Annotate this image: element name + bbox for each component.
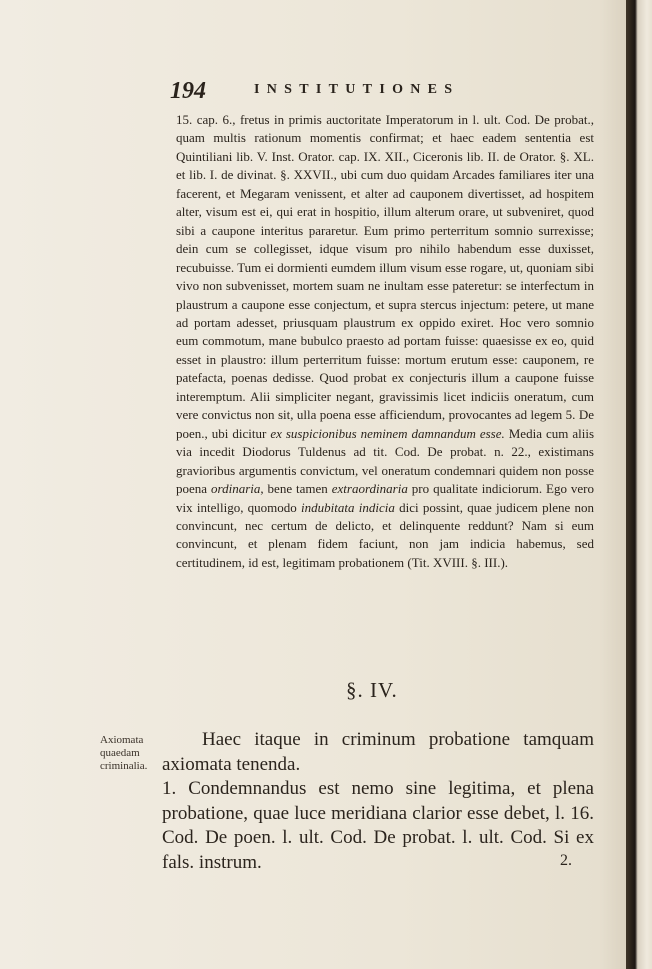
body-text-part: pro qualitate indiciorum. Ego vero vix intelligo, quomodo <box>176 481 595 515</box>
margin-note: Axiomata quaedam criminalia. <box>100 734 148 772</box>
body-text-part: , bene tamen <box>260 481 328 497</box>
page-header <box>170 78 570 104</box>
catchword: 2. <box>560 852 572 869</box>
page-number: 194 <box>170 78 206 104</box>
axiom-item-1: 1. Condemnandus est nemo sine legitima, et plena probatione, quae luce meridiana clarior esse debet, l. 16. Cod. De poen. l. ult. Cod. De probat. l. ult. Cod. Si ex fals. instrum. <box>162 778 594 873</box>
section-heading: §. IV. <box>346 678 398 702</box>
italic-term: extraordinaria <box>331 481 408 497</box>
body-text-part: 15. cap. 6., fretus in primis auctoritate Imperatorum in l. ult. Cod. De probat., quam multis rationum momentis confirmat; et haec eadem sententia est Quintiliani lib. V. Inst. Orator. cap. IX. XII., Ciceronis lib. II. de Orator. §. XL. et lib. I. de divinat. §. XXVII., ubi cum duo quidam Arcades familiares iter una facerent, et Megaram venissent, et alter ad cauponem divertisset, ad hospitem alter, visum est ei, qui erat in hospitio, illum alterum orare, ut subveniret, quod sibi a caupone interitus pararetur. Eum primo perterritum somnio surrexisse; dein cum se collegisset, idque visum pro nihilo habendum esse duxisset, recubuisse. Tum ei dormienti eumdem illum visum esse rogare, ut, quoniam sibi vivo non subvenisset, mortem suam ne inultam esse pateretur: se interfectum in plaustrum a caupone esse conjectum, et supra stercus injectum: petere, ut mane ad portam adesset, priusquam plaustrum ex oppido exiret. Hoc vero somnio eum commotum, mane bubulco praesto ad portam fuisse: quaesisse ex eo, quid esset in plaustro: illum perterritum fuisse: mortum erutum esse: cauponem, re patefacta, poenas dedisse. Quod probat ex conjecturis illum a caupone fuisse interemptum. Alii simpliciter negant, gravissimis licet indiciis oneratum, cum vere convictus non sit, ulla poena esse afficiendum, provocantes ad legem 5. De poen., ubi dicitur <box>176 112 594 441</box>
body-text-part: dici possint, quae judicem plene non convincunt, nec certum de delicto, et delinquente reddunt? Nam si eum convincunt, et plenam fidem faciunt, non jam indicia habemus, sed certitudinem, id est, legitimam probationem (Tit. XVIII. §. III.). <box>176 499 594 570</box>
body-paragraph <box>176 111 594 572</box>
page-gutter-edge <box>626 0 652 969</box>
body-text-part: Media cum aliis via incedit Diodorus Tuldenus ad tit. Cod. De probat. n. 22., existimans gravioribus argumentis convictum, vel oneratum condemnari quidem non posse poena <box>176 425 595 497</box>
italic-term: ordinaria <box>211 481 261 497</box>
italic-term: indubitata indicia <box>301 499 395 515</box>
italic-quote: ex suspicionibus neminem damnandum esse. <box>270 425 505 441</box>
section-body <box>162 728 594 875</box>
section-lead: Haec itaque in criminum probatione tamquam axiomata tenenda. <box>162 729 594 775</box>
running-head: INSTITUTIONES <box>254 82 460 97</box>
